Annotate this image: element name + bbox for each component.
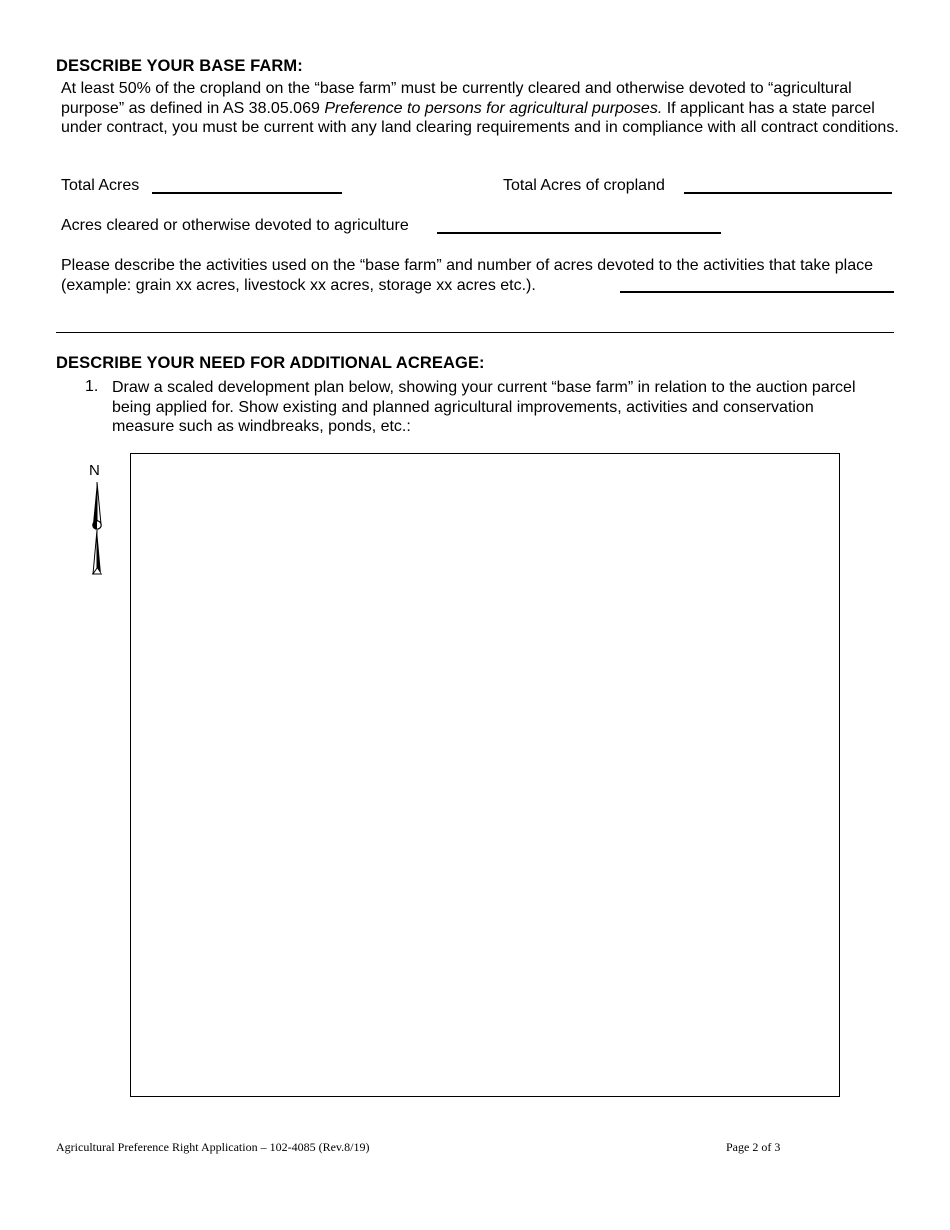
compass-north-label: N	[89, 462, 100, 479]
intro-text-part1: At least 50% of the cropland on the “base farm” must be currently cleared and otherwise devoted to “agricultural purpose” as defined in AS 38.05.069	[61, 80, 852, 117]
section-divider	[56, 332, 894, 333]
intro-statute-title: Preference to persons for agricultural purposes.	[324, 99, 663, 117]
base-farm-heading: DESCRIBE YOUR BASE FARM:	[56, 57, 303, 75]
footer-page-number: Page 2 of 3	[726, 1140, 781, 1154]
acres-cleared-underline	[437, 232, 721, 234]
list-item-number: 1.	[85, 378, 99, 395]
intro-text-part2: If applicant has a state parcel under contract, you must be current with any land clearing requirements and in compliance with all contract conditions.	[61, 99, 899, 137]
footer-form-title: Agricultural Preference Right Application – 102-4085 (Rev.8/19)	[56, 1140, 370, 1154]
list-item-instructions: Draw a scaled development plan below, showing your current “base farm” in relation to the auction parcel being applied for. Show existing and planned agricultural improvements, activities and conservation measure such as windbreaks, ponds, etc.:	[112, 379, 856, 436]
total-cropland-underline	[684, 192, 892, 194]
total-acres-underline	[152, 192, 342, 194]
total-acres-label: Total Acres	[61, 177, 140, 194]
base-farm-intro	[61, 79, 901, 138]
activities-description-text: Please describe the activities used on the “base farm” and number of acres devoted to the activities that take place (example: grain xx acres, livestock xx acres, storage xx acres etc.).	[61, 257, 874, 294]
acres-cleared-label: Acres cleared or otherwise devoted to agriculture	[61, 217, 409, 234]
additional-acreage-heading: DESCRIBE YOUR NEED FOR ADDITIONAL ACREAGE:	[56, 354, 485, 372]
activities-underline	[620, 291, 894, 293]
development-plan-drawing-area[interactable]	[130, 453, 840, 1097]
north-arrow-icon	[86, 480, 108, 578]
total-cropland-label: Total Acres of cropland	[503, 177, 665, 194]
